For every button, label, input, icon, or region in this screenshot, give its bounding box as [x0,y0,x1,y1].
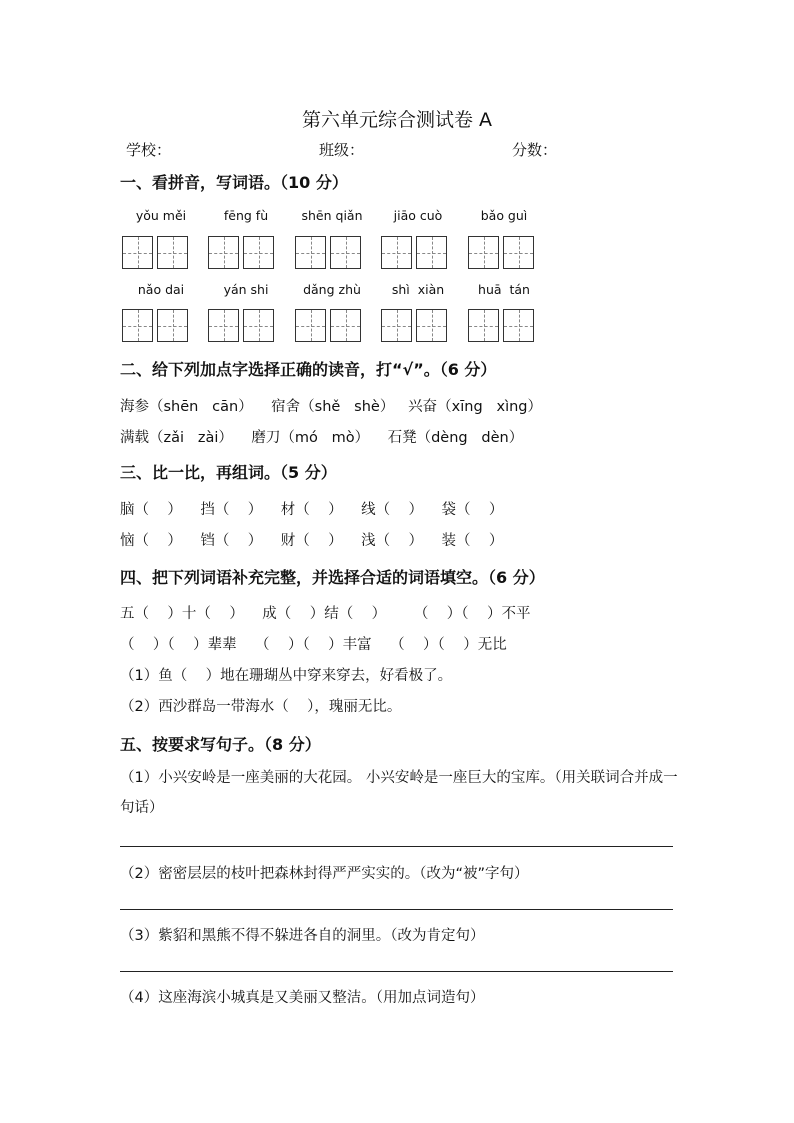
pronunciation-line: 海参（shēn cān） 宿舍（shě shè） 兴奋（xīng xìng） [120,399,542,415]
writing-box[interactable] [157,309,188,342]
section4-heading: 四、把下列词语补充完整，并选择合适的词语填空。（6 分） [120,568,545,587]
pinyin-label: nǎo dai [137,282,185,297]
writing-box[interactable] [330,236,361,269]
writing-box[interactable] [208,236,239,269]
pinyin-label: yán shi [223,282,269,297]
writing-box[interactable] [243,236,274,269]
answer-line[interactable] [120,909,673,910]
writing-box[interactable] [468,236,499,269]
pinyin-label: bǎo guì [480,208,528,223]
answer-line[interactable] [120,846,673,847]
writing-box[interactable] [295,236,326,269]
writing-box[interactable] [416,236,447,269]
pinyin-label: shēn qiǎn [301,208,363,223]
score-label: 分数： [512,141,558,159]
writing-box[interactable] [468,309,499,342]
pinyin-label: huā tán [478,282,530,297]
writing-box[interactable] [122,309,153,342]
class-label: 班级： [319,141,365,159]
sentence-question: （1）小兴安岭是一座美丽的大花园。 小兴安岭是一座巨大的宝库。（用关联词合并成一句话） [120,770,678,816]
sentence-question: （2）密密层层的枝叶把森林封得严严实实的。（改为“被”字句） [120,866,529,882]
fill-question: （2）西沙群岛一带海水（ ），瑰丽无比。 [120,699,402,715]
pinyin-label: fēng fù [223,208,269,223]
section1-heading: 一、看拼音，写词语。（10 分） [120,173,348,192]
school-label: 学校： [126,141,172,159]
idiom-line: 五（ ）十（ ） 成（ ）结（ ） （ ）（ ）不平 [120,606,531,622]
pinyin-label: jiāo cuò [393,208,443,223]
pinyin-label: shì xiàn [391,282,445,297]
sentence-question: （3）紫貂和黑熊不得不躲进各自的洞里。（改为肯定句） [120,928,485,944]
idiom-line: （ ）（ ）辈辈 （ ）（ ）丰富 （ ）（ ）无比 [120,637,507,653]
writing-box[interactable] [330,309,361,342]
writing-box[interactable] [208,309,239,342]
pinyin-label: dǎng zhù [303,282,361,297]
writing-box[interactable] [295,309,326,342]
pronunciation-line: 满载（zǎi zài） 磨刀（mó mò） 石凳（dèng dèn） [120,430,524,446]
section2-heading: 二、给下列加点字选择正确的读音，打“√”。（6 分） [120,360,497,379]
writing-box[interactable] [157,236,188,269]
page-title: 第六单元综合测试卷 A [301,109,493,131]
pinyin-label: yǒu měi [135,208,187,223]
writing-box[interactable] [243,309,274,342]
writing-box[interactable] [416,309,447,342]
writing-box[interactable] [503,236,534,269]
section5-heading: 五、按要求写句子。（8 分） [120,735,321,754]
writing-box[interactable] [381,236,412,269]
compare-line: 脑（ ） 挡（ ） 材（ ） 线（ ） 袋（ ） [120,502,504,518]
writing-box[interactable] [381,309,412,342]
fill-question: （1）鱼（ ）地在珊瑚丛中穿来穿去，好看极了。 [120,668,453,684]
sentence-question: （4）这座海滨小城真是又美丽又整洁。（用加点词造句） [120,990,485,1006]
writing-box[interactable] [503,309,534,342]
compare-line: 恼（ ） 铛（ ） 财（ ） 浅（ ） 装（ ） [120,533,504,549]
section3-heading: 三、比一比，再组词。（5 分） [120,463,337,482]
answer-line[interactable] [120,971,673,972]
writing-box[interactable] [122,236,153,269]
